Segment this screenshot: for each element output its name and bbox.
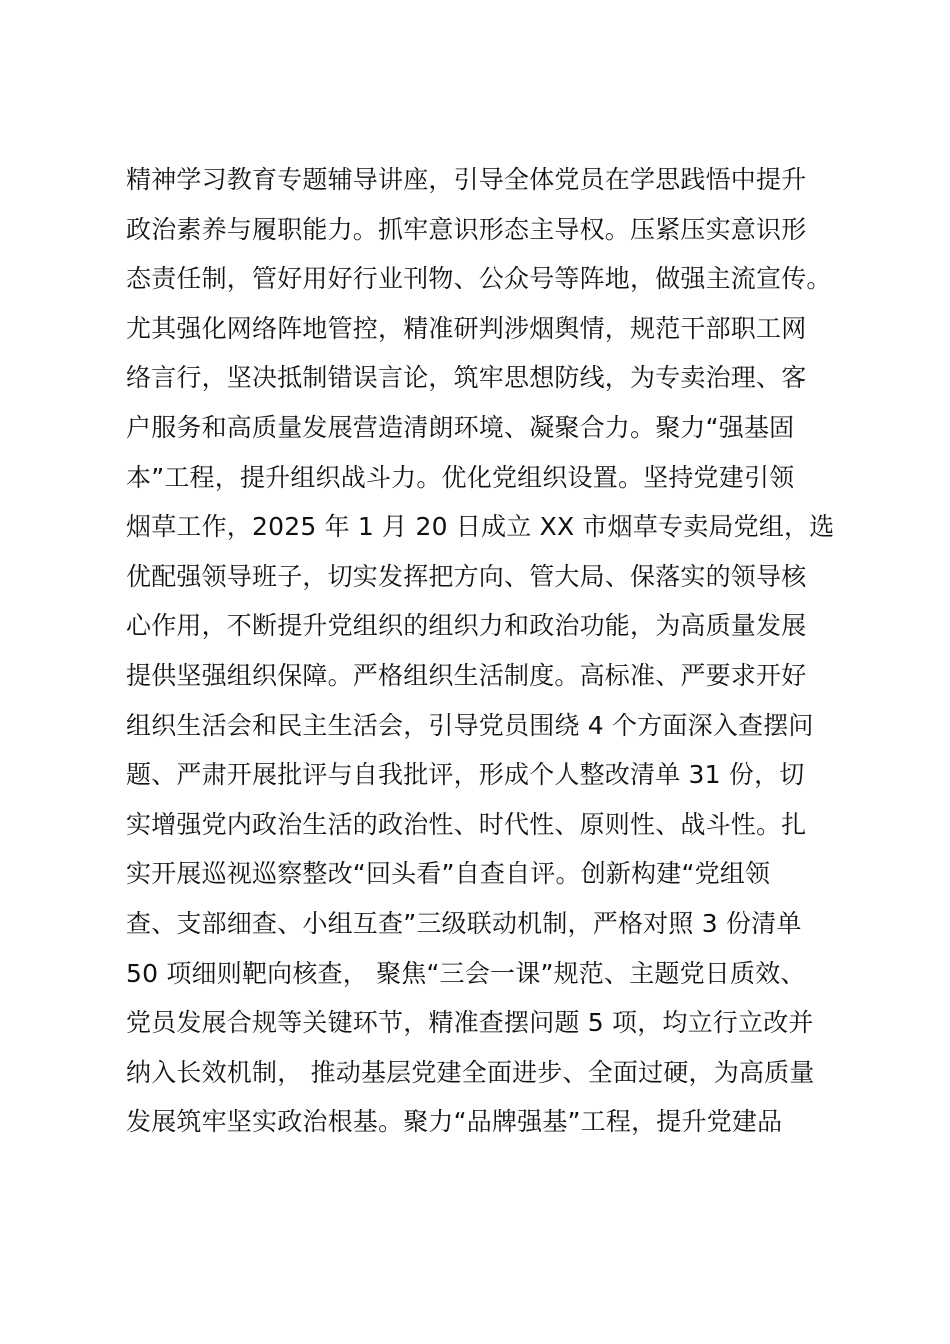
text-line: 态责任制，管好用好行业刊物、公众号等阵地，做强主流宣传。 — [126, 264, 832, 294]
text-line: 烟草工作，2025 年 1 月 20 日成立 XX 市烟草专卖局党组，选 — [126, 512, 835, 542]
text-line: 纳入长效机制， 推动基层党建全面进步、全面过硬，为高质量 — [126, 1057, 815, 1087]
text-line: 实增强党内政治生活的政治性、时代性、原则性、战斗性。扎 — [126, 809, 807, 839]
text-line: 党员发展合规等关键环节，精准查摆问题 5 项，均立行立改并 — [126, 1008, 814, 1038]
text-line: 本”工程，提升组织战斗力。优化党组织设置。坚持党建引领 — [126, 462, 795, 492]
text-line: 50 项细则靶向核查， 聚焦“三会一课”规范、主题党日质效、 — [126, 958, 806, 988]
text-line: 优配强领导班子，切实发挥把方向、管大局、保落实的领导核 — [126, 561, 807, 591]
text-line: 政治素养与履职能力。抓牢意识形态主导权。压紧压实意识形 — [126, 214, 807, 244]
text-line: 络言行，坚决抵制错误言论，筑牢思想防线，为专卖治理、客 — [126, 363, 807, 393]
body-text — [126, 155, 846, 1147]
text-line: 提供坚强组织保障。严格组织生活制度。高标准、严要求开好 — [126, 660, 807, 690]
text-line: 心作用，不断提升党组织的组织力和政治功能，为高质量发展 — [126, 611, 807, 641]
text-line: 户服务和高质量发展营造清朗环境、凝聚合力。聚力“强基固 — [126, 412, 795, 442]
text-line: 题、严肃开展批评与自我批评，形成个人整改清单 31 份，切 — [126, 760, 805, 790]
text-line: 查、支部细查、小组互查”三级联动机制，严格对照 3 份清单 — [126, 908, 802, 938]
text-line: 实开展巡视巡察整改“回头看”自查自评。创新构建“党组领 — [126, 859, 771, 889]
text-line: 尤其强化网络阵地管控，精准研判涉烟舆情，规范干部职工网 — [126, 313, 807, 343]
text-line: 精神学习教育专题辅导讲座，引导全体党员在学思践悟中提升 — [126, 165, 807, 194]
text-line: 组织生活会和民主生活会，引导党员围绕 4 个方面深入查摆问 — [126, 710, 814, 740]
text-line: 发展筑牢坚实政治根基。聚力“品牌强基”工程，提升党建品 — [126, 1107, 783, 1137]
